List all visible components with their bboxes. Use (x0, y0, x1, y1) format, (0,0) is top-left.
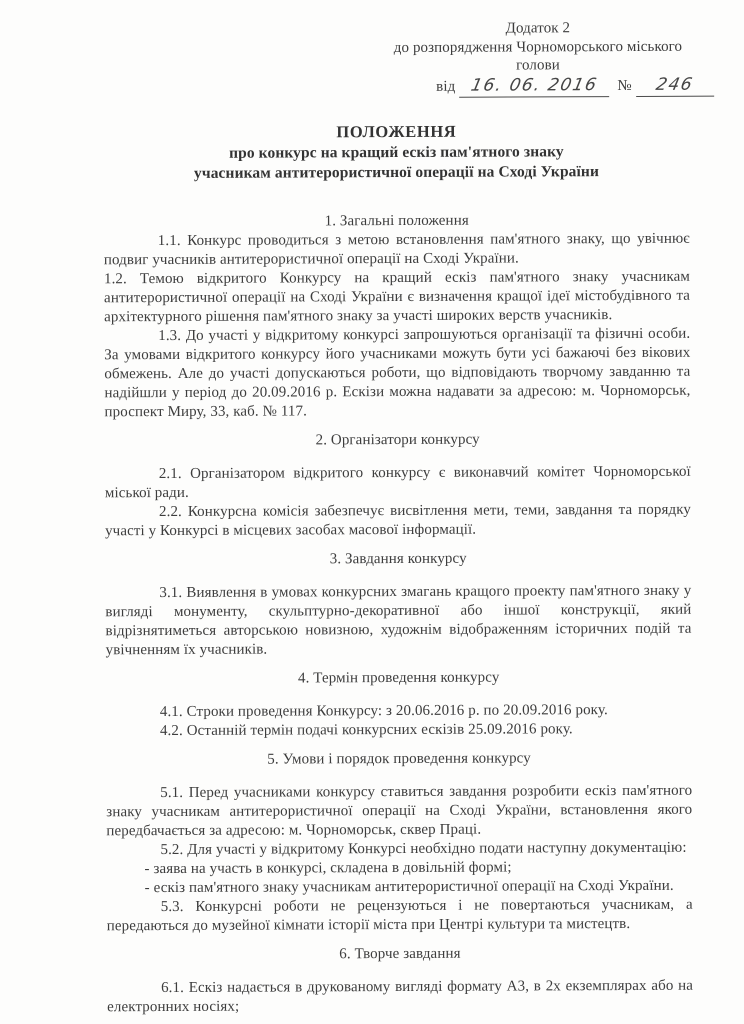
section-terms (106, 668, 692, 742)
annex-label: Додаток 2 (505, 20, 571, 37)
section-heading: 1. Загальні положення (324, 212, 469, 230)
paragraph-4-2: 4.2. Останній термін подачі конкурсних ескізів 25.09.2016 року. (159, 721, 573, 740)
paragraph-4-1: 4.1. Строки проведення Конкурсу: з 20.06.2016 р. по 20.09.2016 року. (159, 702, 608, 721)
section-general-provisions (104, 211, 691, 423)
section-conditions (106, 749, 693, 937)
issue-line (388, 74, 696, 98)
document-title (103, 121, 689, 184)
title-main: ПОЛОЖЕННЯ (336, 121, 457, 142)
list-item-sketch: - ескіз пам'ятного знаку учасникам антитерористичної операції на Сході України. (144, 877, 674, 897)
section-heading: 4. Термін проведення конкурсу (297, 669, 500, 687)
section-creative-task (107, 944, 693, 1018)
paragraph-2-2: 2.2. Конкурсна комісія забезпечує висвітлення мети, теми, завдання та порядку участі у Конкурсі в місцевих засобах масової інформації. (105, 501, 692, 540)
paragraph-2-1: 2.1. Організатором відкритого конкурсу є виконавчий комітет Чорноморської міської ради. (104, 463, 691, 502)
issue-number-field (636, 75, 714, 97)
order-reference-line-1: до розпорядження Чорноморського міського (393, 38, 683, 56)
paragraph-5-3: 5.3. Конкурсні роботи не рецензуються і не повертаються учасникам, а передаються до музейної кімнати історії міста при Центрі культури та мистецтв. (106, 896, 693, 935)
paragraph-6-1: 6.1. Ескіз надається в друкованому вигляді формату А3, в 2х екземплярах або на електронних носіях; (107, 977, 694, 1016)
section-tasks (105, 549, 691, 661)
issue-date-label: від (436, 78, 456, 95)
issue-number-label: № (617, 77, 632, 94)
issue-date-field (459, 76, 609, 98)
paragraph-1-2: 1.2. Темою відкритого Конкурсу на кращий ескіз пам'ятного знаку учасникам антитерористичної операції на Сході України є визначення кращої ідеї містобудівного та архітектурного рішення пам'ятного знаку за участі широких верств учасників. (103, 268, 691, 326)
section-heading: 5. Умови і порядок проведення конкурсу (267, 750, 531, 768)
section-heading: 6. Творче завдання (339, 945, 461, 963)
issue-number-value: 246 (654, 74, 696, 95)
title-subtitle-2: учасникам антитерористичної операції на Сході України (193, 162, 600, 182)
section-heading: 2. Організатори конкурсу (315, 431, 480, 449)
paragraph-3-1: 3.1. Виявлення в умовах конкурсних змагань кращого проекту пам'ятного знаку у вигляді монументу, скульптурно-декоративної або іншої конструкції, який відрізнятиметься авторською новизною, художнім відображенням історичних подій та увічненням їх учасників. (105, 582, 692, 659)
paragraph-1-3: 1.3. До участі у відкритому конкурсі запрошуються організації та фізичні особи. За умовами відкритого конкурсу його учасниками можуть бути усі бажаючі без вікових обмежень. Але до участі допускаються роботи, що відповідають творчому завданню та надійшли у період до 20.09.2016 р. Ескізи можна надавати за адресою: м. Чорноморськ, проспект Миру, 33, каб. № 117. (104, 325, 691, 421)
order-reference-line-2: голови (516, 57, 560, 74)
paragraph-5-2: 5.2. Для участі у відкритому Конкурсі необхідно подати наступну документацію: (160, 839, 687, 859)
paragraph-1-1: 1.1. Конкурс проводиться з метою встановлення пам'ятного знаку, що увічнює подвиг учасників антитерористичної операції на Сході України. (103, 230, 690, 269)
document-header (388, 19, 696, 98)
list-item-application: - заява на участь в конкурсі, складена в довільній формі; (144, 859, 512, 878)
title-subtitle-1: про конкурс на кращий ескіз пам'ятного знаку (229, 143, 564, 162)
issue-date-value: 16. 06. 2016 (469, 74, 600, 96)
document-sheet (103, 19, 696, 1018)
section-organizers (105, 430, 691, 542)
paragraph-5-1: 5.1. Перед учасниками конкурсу ставиться завдання розробити ескіз пам'ятного знаку учасникам антитерористичної операції на Сході України, встановлення якого передбачається за адресою: м. Чорноморськ, сквер Праці. (106, 782, 693, 840)
section-heading: 3. Завдання конкурсу (329, 550, 467, 568)
